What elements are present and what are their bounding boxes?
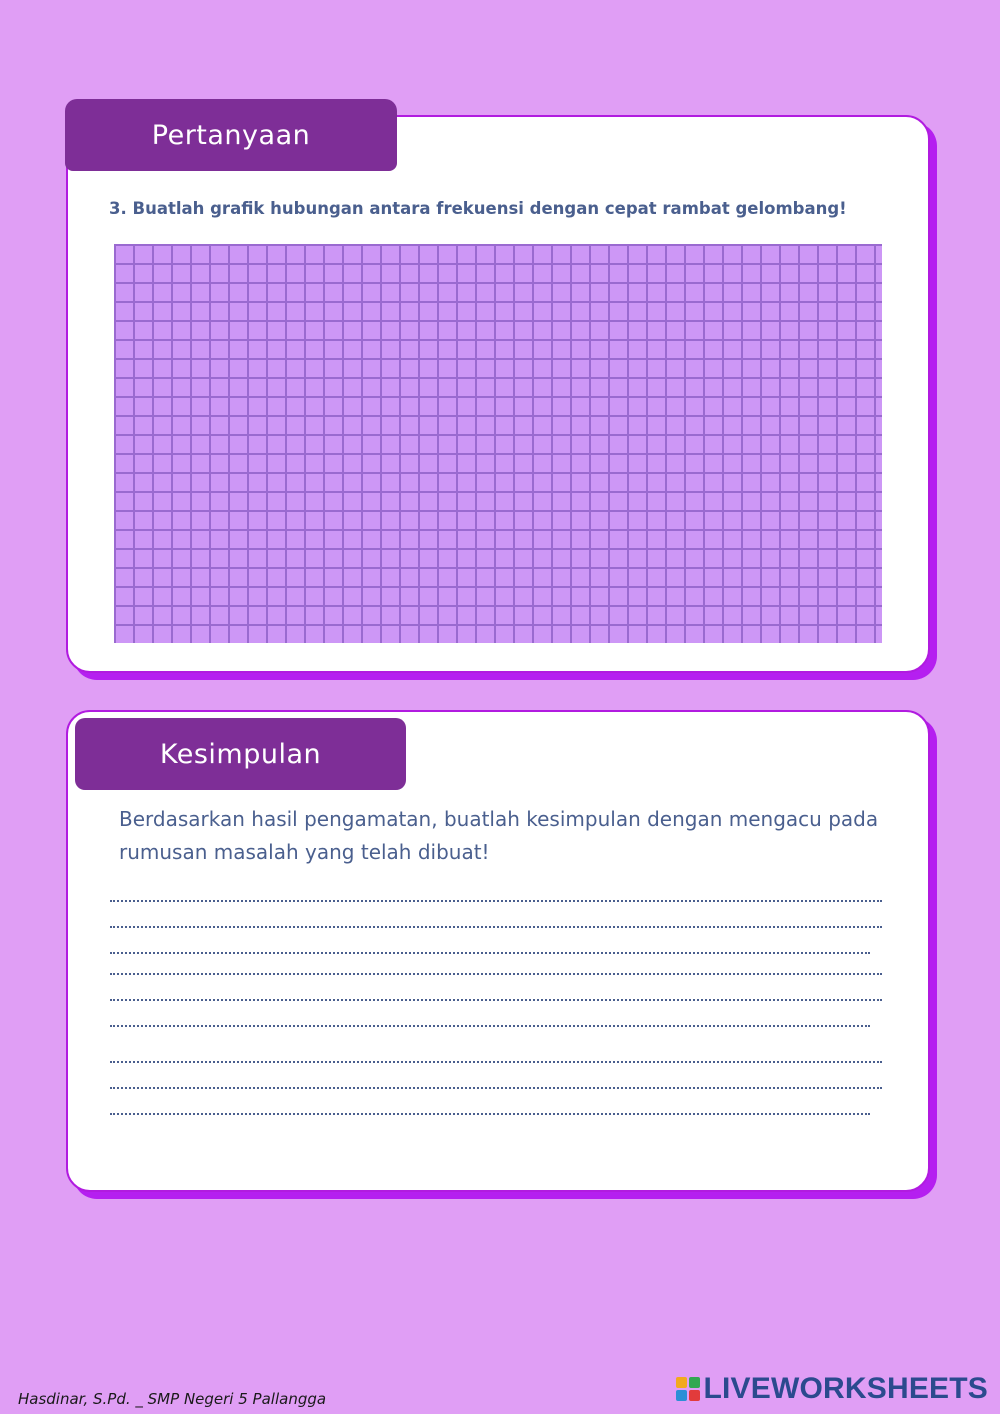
answer-line[interactable]	[110, 999, 882, 1001]
answer-line[interactable]	[110, 1061, 882, 1063]
question-text: 3. Buatlah grafik hubungan antara frekuensi dengan cepat rambat gelombang!	[109, 199, 847, 218]
answer-line[interactable]	[110, 952, 870, 954]
answer-line[interactable]	[110, 926, 882, 928]
answer-line[interactable]	[110, 1025, 870, 1027]
logo-square-i	[689, 1377, 700, 1388]
answer-line[interactable]	[110, 1113, 870, 1115]
conclusion-section-title: Kesimpulan	[75, 718, 406, 790]
conclusion-instruction: Berdasarkan hasil pengamatan, buatlah kesimpulan dengan mengacu pada rumusan masalah yang telah dibuat!	[119, 807, 879, 864]
liveworksheets-logo-icon	[676, 1377, 700, 1401]
liveworksheets-wordmark: LIVEWORKSHEETS	[703, 1372, 988, 1405]
logo-square-e	[689, 1390, 700, 1401]
logo-square-l	[676, 1377, 687, 1388]
question-section-title: Pertanyaan	[65, 99, 397, 171]
liveworksheets-brand[interactable]	[676, 1372, 989, 1406]
author-credit: Hasdinar, S.Pd. _ SMP Negeri 5 Pallangga	[18, 1390, 327, 1408]
answer-line[interactable]	[110, 973, 882, 975]
answer-line[interactable]	[110, 900, 882, 902]
answer-line[interactable]	[110, 1087, 882, 1089]
logo-square-v	[676, 1390, 687, 1401]
graph-grid[interactable]	[114, 244, 882, 643]
